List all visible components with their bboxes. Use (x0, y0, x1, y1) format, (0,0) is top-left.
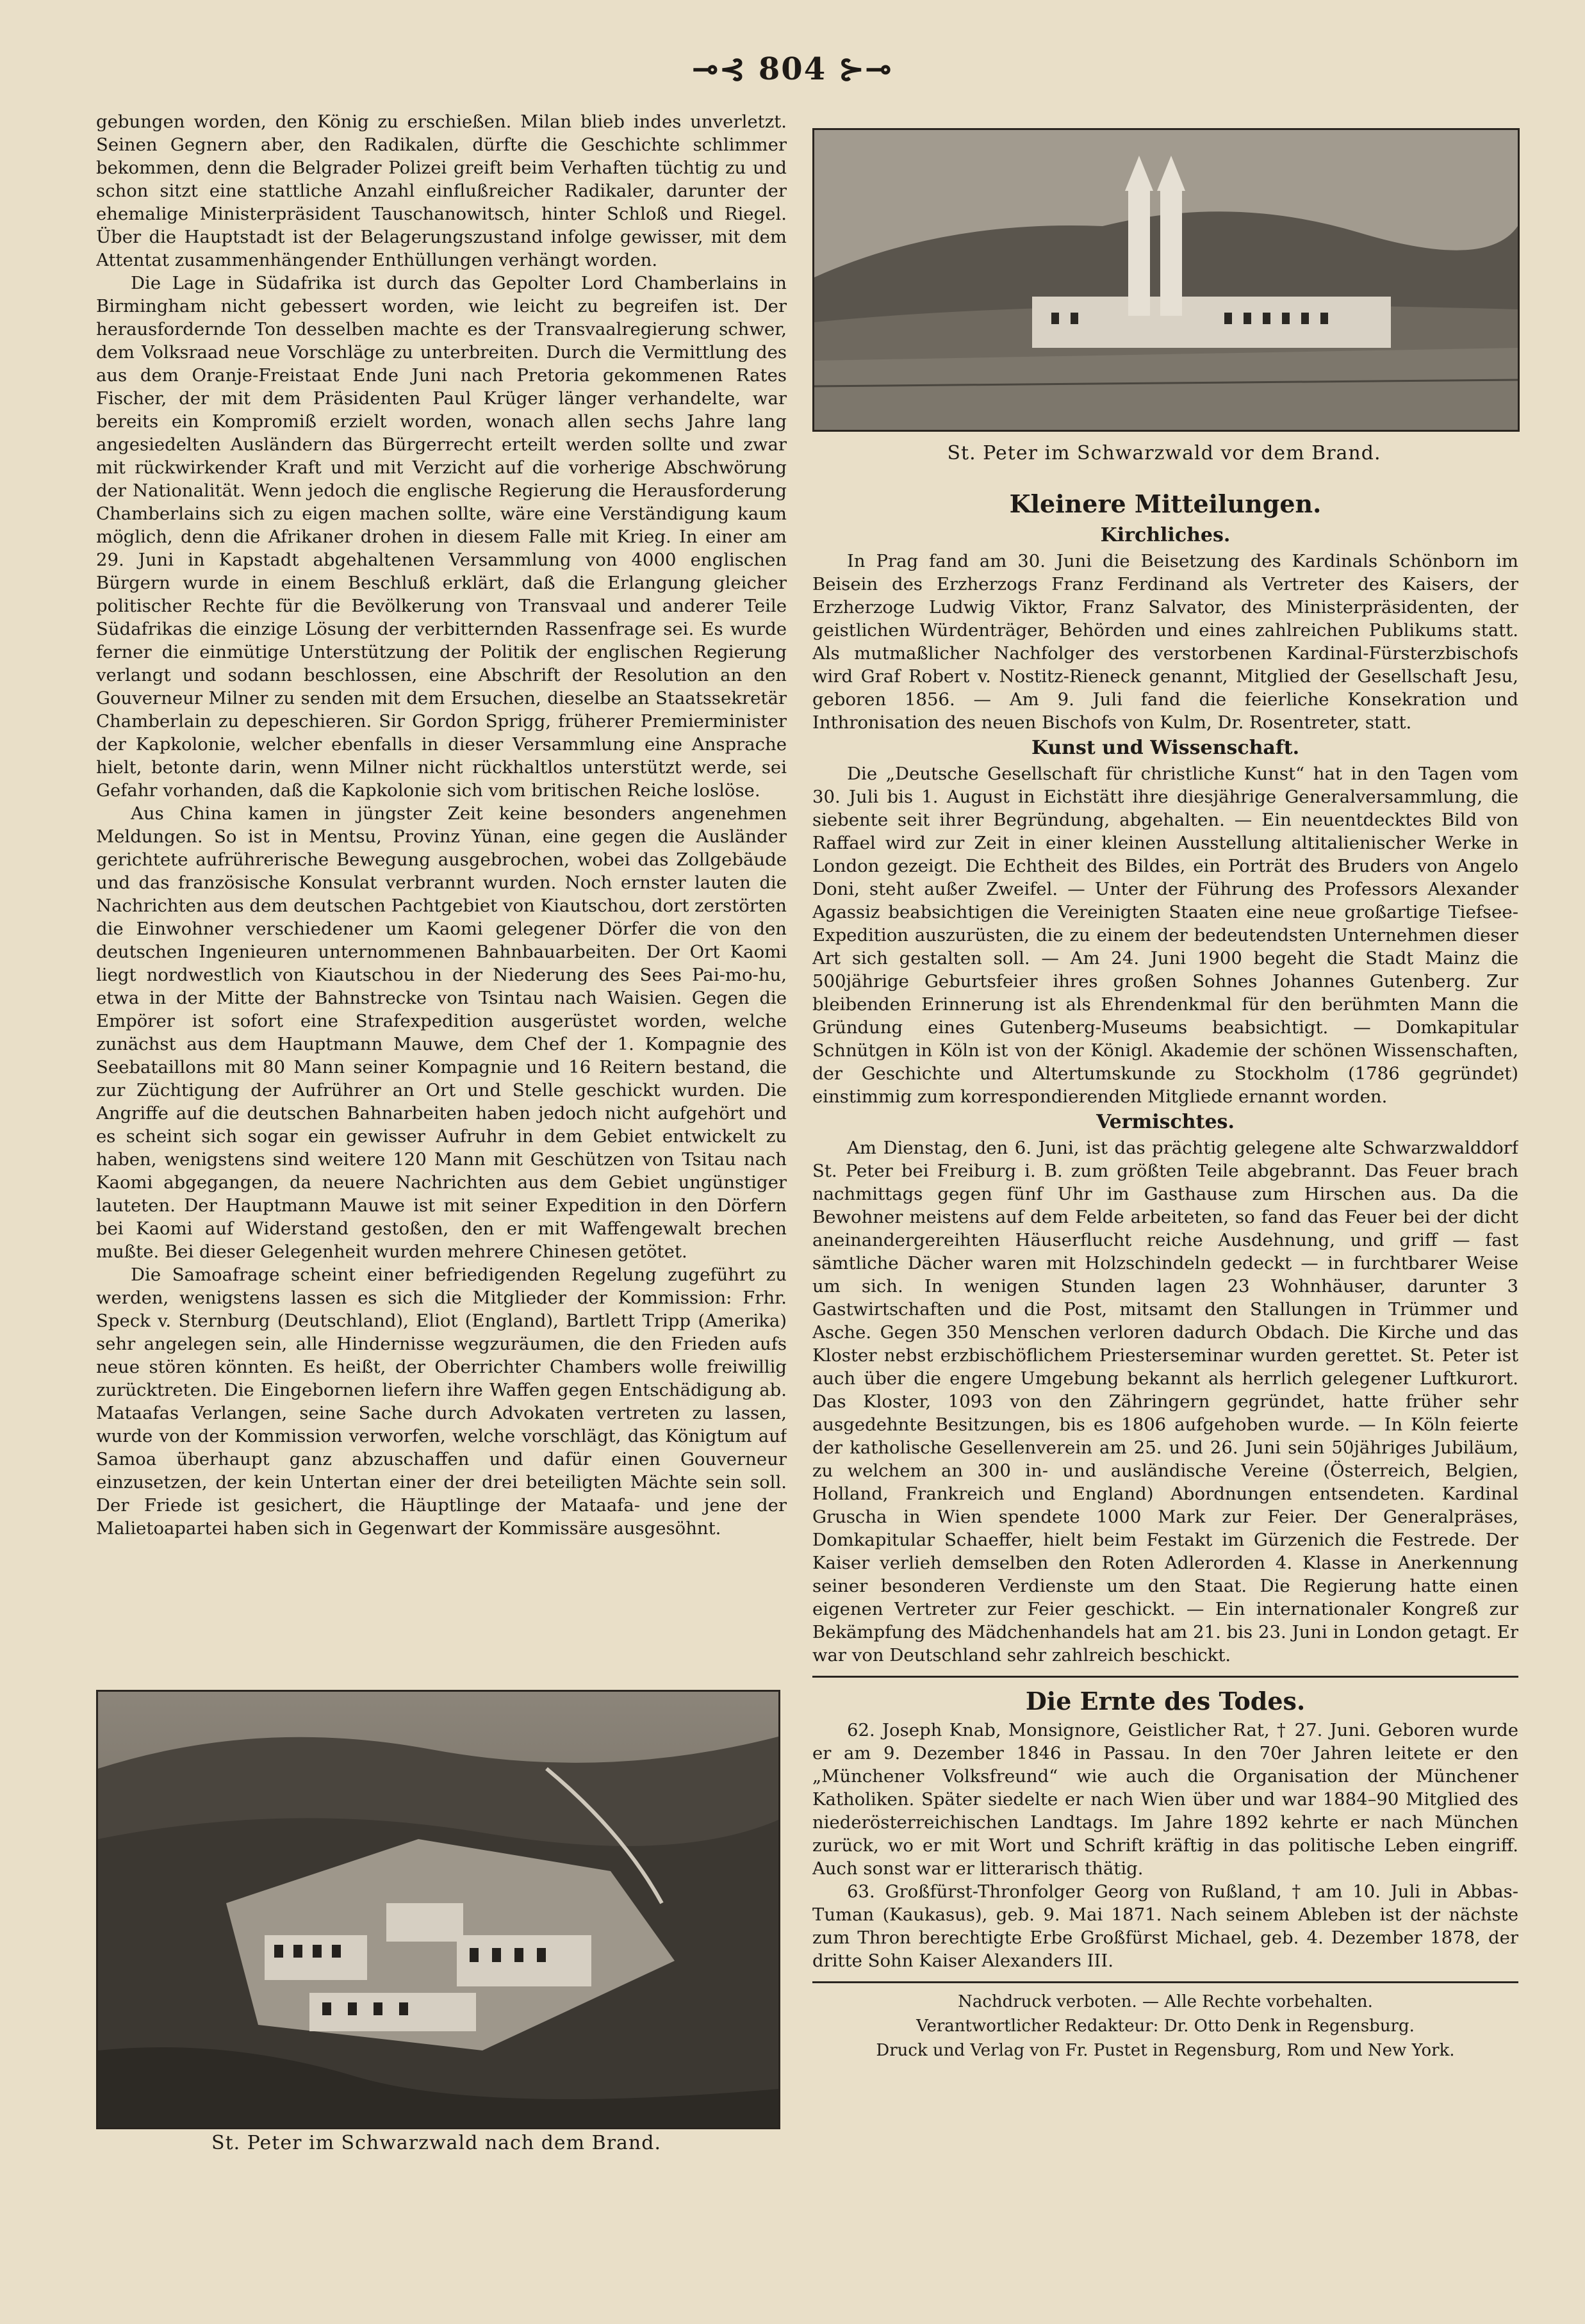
subsection-title-church: Kirchliches. (1100, 524, 1231, 546)
photo-st-peter-after-fire (96, 1690, 780, 2129)
article-china: Aus China kamen in jüngster Zeit keine besonders angenehmen Meldungen. So ist in Mentsu, Provinz Yünan, eine gegen die Ausländer gerichtete aufrührerische Bewegung ausgebrochen, wobei das Zollgebäude und das französische Konsulat verbrannt wurden. Noch ernster lauten die Nachrichten aus dem deutschen Pachtgebiet von Kiautschou, dort zerstörten die Einwohner verschiedener um Kaomi gelegener Dörfer die von den deutschen Ingenieuren unternommenen Bahnbauarbeiten. Der Ort Kaomi liegt nordwestlich von Kiautschou in der Niederung des Sees Pai-mo-hu, etwa in der Mitte der Bahnstrecke von Tsintau nach Waisien. Gegen die Empörer ist sofort eine Strafexpedition ausgerüstet worden, welche zunächst aus dem Hauptmann Mauwe, dem Chef der 1. Kompagnie des Seebataillons mit 80 Mann seiner Kompagnie und 16 Reitern bestand, die zur Züchtigung der Aufrührer an Ort und Stelle geschickt wurden. Die Angriffe auf die deutschen Bahnarbeiten haben jedoch nicht aufgehört und es scheint sich sogar ein gewisser Aufruhr in dem Gebiet entwickelt zu haben, wenigstens sind weitere 120 Mann mit Geschützen von Tsitau nach Kaomi abgegangen, da neuere Nachrichten aus dem Gebiet ungünstiger lauteten. Der Hauptmann Mauwe ist mit seiner Expedition in den Dörfern bei Kaomi auf Widerstand gestoßen, den er mit Waffengewalt brechen mußte. Bei dieser Gelegenheit wurden mehrere Chinesen getötet. (96, 803, 787, 1262)
article-serbia-continued: gebungen worden, den König zu erschießen. Milan blieb indes unverletzt. Seinen Gegnern aber, den Radikalen, dürfte die Geschichte schlimmer bekommen, denn die Belgrader Polizei greift beim Verhaften tüchtig zu und schon sitzt eine stattliche Anzahl einflußreicher Radikaler, darunter der ehemalige Ministerpräsident Tauschanowitsch, hinter Schloß und Riegel. Über die Hauptstadt ist der Belagerungszustand infolge gewisser, mit dem Attentat zusammenhängender Enthüllungen verhängt worden. (96, 111, 787, 270)
imprint-reprint-notice: Nachdruck verboten. — Alle Rechte vorbehalten. (958, 1992, 1373, 2011)
page-number-ornament-right: ⊱⊸ (826, 51, 893, 87)
obituary-knab: 62. Joseph Knab, Monsignore, Geistlicher Rat, † 27. Juni. Geboren wurde er am 9. Dezember 1846 in Passau. In den 70er Jahren leitete er den „Münchener Volksfreund“ wie auch die Organisation der Münchener Katholiken. Später siedelte er nach Wien über und war 1884–90 Mitglied des niederösterreichischen Landtags. Im Jahre 1892 kehrte er nach München zurück, wo er mit Wort und Schrift kräftig in das politische Leben eingriff. Auch sonst war er litterarisch thätig. (812, 1720, 1518, 1879)
right-column-articles (812, 487, 1518, 2063)
page-number-value: 804 (758, 51, 827, 87)
section-title-small-news: Kleinere Mitteilungen. (1009, 489, 1322, 518)
photo-st-peter-before-fire (812, 128, 1520, 432)
page-number (0, 51, 1585, 87)
article-samoa: Die Samoafrage scheint einer befriedigenden Regelung zugeführt zu werden, wenigstens lassen es sich die Mitglieder der Kommission: Frhr. Speck v. Sternburg (Deutschland), Eliot (England), Bartlett Tripp (Amerika) sehr angelegen sein, alle Hindernisse wegzuräumen, die den Frieden aufs neue stören könnten. Es heißt, der Oberrichter Chambers wolle freiwillig zurücktreten. Die Eingebornen liefern ihre Waffen gegen Entschädigung ab. Mataafas Verlangen, seine Sache durch Advokaten vertreten zu lassen, wurde von der Kommission verworfen, welche vorschlägt, das Königtum auf Samoa überhaupt ganz abzuschaffen und dafür einen Gouverneur einzusetzen, der kein Untertan einer der drei beteiligten Mächte sein soll. Der Friede ist gesichert, die Häuptlinge der Mataafa- und jene der Malietoapartei haben sich in Gegenwart der Kommissäre ausgesöhnt. (96, 1264, 787, 1539)
divider-imprint (812, 1981, 1518, 1983)
obituary-georg: 63. Großfürst-Thronfolger Georg von Rußland, † am 10. Juli in Abbas-Tuman (Kaukasus), geb. 9. Mai 1871. Nach seinem Ableben ist der nächste zum Thron berechtigte Erbe Großfürst Michael, geb. 4. Dezember 1878, der dritte Sohn Kaiser Alexanders III. (812, 1881, 1518, 1971)
subsection-title-art-science: Kunst und Wissenschaft. (1031, 737, 1300, 759)
divider-obituary (812, 1676, 1518, 1678)
left-column (96, 110, 787, 1540)
article-south-africa: Die Lage in Südafrika ist durch das Gepolter Lord Chamberlains in Birmingham nicht gebessert worden, wie leicht zu begreifen ist. Der herausfordernde Ton desselben machte es der Transvaalregierung schwer, dem Volksraad neue Vorschläge zu unterbreiten. Durch die Vermittlung des aus dem Oranje-Freistaat Ende Juni nach Pretoria gekommenen Rates Fischer, der mit dem Präsidenten Paul Krüger länger verhandelte, war bereits ein Kompromiß erzielt worden, wonach allen sechs Jahre lang angesiedelten Ausländern das Bürgerrecht erteilt werden sollte und zwar mit rückwirkender Kraft und mit Verzicht auf die vorherige Abschwörung der Nationalität. Wenn jedoch die englische Regierung die Herausforderung Chamberlains sich zu eigen machen sollte, wäre eine Verständigung kaum möglich, denn die Afrikaner drohen in diesem Falle mit Krieg. In einer am 29. Juni in Kapstadt abgehaltenen Versammlung von 4000 englischen Bürgern wurde in einem Beschluß erklärt, daß die Erlangung gleicher politischer Rechte für die Bevölkerung von Transvaal und anderer Teile Südafrikas die einzige Lösung der verbitternden Rassenfrage sei. Es wurde ferner die einmütige Unterstützung der Politik der englischen Regierung verlangt und sodann beschlossen, eine Abschrift der Resolution an den Gouverneur Milner zu senden mit dem Ersuchen, dieselbe an Staatssekretär Chamberlain zu depeschieren. Sir Gordon Sprigg, früherer Premierminister der Kapkolonie, welcher ebenfalls in dieser Versammlung eine Ansprache hielt, betonte darin, wenn Milner nicht rückhaltlos unterstützt werde, sei Gefahr vorhanden, daß die Kapkolonie sich vom britischen Reiche loslöse. (96, 273, 787, 801)
imprint-editor: Verantwortlicher Redakteur: Dr. Otto Denk in Regensburg. (916, 2017, 1415, 2036)
section-title-obituary: Die Ernte des Todes. (1025, 1687, 1306, 1715)
caption-after-fire: St. Peter im Schwarzwald nach dem Brand. (211, 2132, 661, 2154)
subsection-title-miscellaneous: Vermischtes. (1096, 1111, 1235, 1133)
article-art-science: Die „Deutsche Gesellschaft für christliche Kunst“ hat in den Tagen vom 30. Juli bis 1. August in Eichstätt ihre diesjährige Generalversammlung, die siebente seit ihrer Begründung, abgehalten. — Ein neuentdecktes Bild von Raffael wird zur Zeit in einer kleinen Ausstellung altitalienischer Werke in London gezeigt. Die Echtheit des Bildes, ein Porträt des Bruders von Angelo Doni, steht außer Zweifel. — Unter der Führung des Professors Alexander Agassiz beabsichtigen die Vereinigten Staaten eine neue großartige Tiefsee-Expedition auszurüsten, die zu einem der bedeutendsten Unternehmen dieser Art sich gestalten soll. — Am 24. Juni 1900 begeht die Stadt Mainz die 500jährige Geburtsfeier ihres großen Sohnes Johannes Gutenberg. Zur bleibenden Erinnerung ist als Ehrendenkmal für den berühmten Mann die Gründung eines Gutenberg-Museums beabsichtigt. — Domkapitular Schnütgen in Köln ist von der Königl. Akademie der schönen Wissenschaften, der Geschichte und Altertumskunde zu Stockholm (1786 gegründet) einstimmig zum korrespondierenden Mitgliede ernannt worden. (812, 764, 1518, 1107)
page-number-ornament-left: ⊸⊰ (692, 51, 759, 87)
article-church: In Prag fand am 30. Juni die Beisetzung des Kardinals Schönborn im Beisein des Erzherzogs Franz Ferdinand als Vertreter des Kaisers, der Erzherzoge Ludwig Viktor, Franz Salvator, des Ministerpräsidenten, der geistlichen Würdenträger, Behörden und eines zahlreichen Publikums statt. Als mutmaßlicher Nachfolger des verstorbenen Kardinal-Fürsterzbischofs wird Graf Robert v. Nostitz-Rieneck genannt, Mitglied der Gesellschaft Jesu, geboren 1856. — Am 9. Juli fand die feierliche Konsekration und Inthronisation des neuen Bischofs von Kulm, Dr. Rosentreter, statt. (812, 551, 1518, 733)
caption-before-fire: St. Peter im Schwarzwald vor dem Brand. (947, 442, 1381, 464)
imprint-publisher: Druck und Verlag von Fr. Pustet in Regensburg, Rom und New York. (876, 2041, 1455, 2060)
article-miscellaneous: Am Dienstag, den 6. Juni, ist das prächtig gelegene alte Schwarzwalddorf St. Peter bei Freiburg i. B. zum größten Teile abgebrannt. Das Feuer brach nachmittags gegen fünf Uhr im Gasthause zum Hirschen aus. Da die Bewohner meistens auf dem Felde arbeiteten, so fand das Feuer bei der dicht aneinandergereihten Häuserflucht reiche Ausdehnung, und griff — fast sämtliche Dächer waren mit Holzschindeln gedeckt — in furchtbarer Weise um sich. In wenigen Stunden lagen 23 Wohnhäuser, darunter 3 Gastwirtschaften und die Post, mitsamt den Stallungen in Trümmer und Asche. Gegen 350 Menschen verloren dadurch Obdach. Die Kirche und das Kloster nebst erzbischöflichem Priesterseminar wurden gerettet. St. Peter ist auch über die engere Umgebung bekannt als herrlich gelegener Luftkurort. Das Kloster, 1093 von den Zähringern gegründet, hatte früher sehr ausgedehnte Besitzungen, bis es 1806 aufgehoben wurde. — In Köln feierte der katholische Gesellenverein am 25. und 26. Juni sein 50jähriges Jubiläum, zu welchem an 300 in- und ausländische Vereine (Österreich, Belgien, Holland, Frankreich und England) Abordnungen entsendeten. Kardinal Gruscha in Wien spendete 1000 Mark zur Feier. Der Generalpräses, Domkapitular Schaeffer, hielt beim Festakt im Gürzenich die Festrede. Der Kaiser verlieh demselben den Roten Adlerorden 4. Klasse in Anerkennung seiner besonderen Verdienste um den Staat. Die Regierung hatte einen eigenen Vertreter zur Feier geschickt. — Ein internationaler Kongreß zur Bekämpfung des Mädchenhandels hat am 21. bis 23. Juni in London getagt. Er war von Deutschland sehr zahlreich beschickt. (812, 1138, 1518, 1665)
